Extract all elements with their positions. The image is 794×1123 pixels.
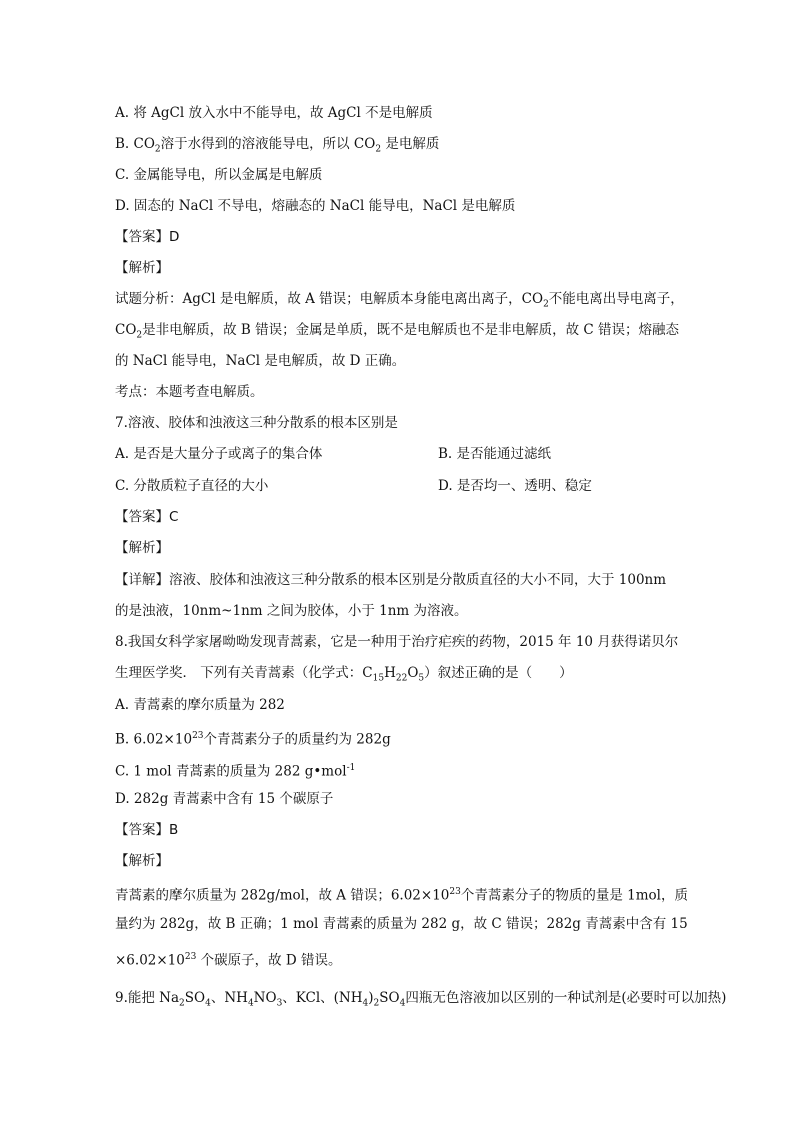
q9-c: 、NH: [210, 990, 248, 1006]
q7-detail-label: 【详解】: [115, 572, 169, 588]
q6-b-text-2: 溶于水得到的溶液能导电，所以 CO: [160, 136, 376, 152]
q8-an-l3-a: ×6.02×10: [115, 952, 185, 969]
q8-sub-1: 15: [372, 673, 385, 684]
q8-sub-2: 22: [395, 673, 408, 684]
q8-stem-l2-b: H: [384, 665, 396, 681]
q9-s5: 4: [362, 998, 369, 1009]
q6-b-text-1: B. CO: [115, 136, 155, 152]
q6-b-sub-1: 2: [154, 144, 161, 155]
q9-s6: 2: [373, 998, 380, 1009]
q6-analysis-line-2: [115, 320, 679, 346]
q8-stem-line-2: [115, 663, 573, 689]
q9-g: SO: [379, 990, 400, 1006]
q7-analysis-label: 【解析】: [115, 540, 169, 556]
q7-detail-line-1: [115, 570, 666, 590]
q6-option-b: [115, 134, 439, 160]
q7-stem: 7.溶液、胶体和浊液这三种分散系的根本区别是: [115, 415, 398, 431]
q8-analysis-label: 【解析】: [115, 853, 169, 869]
q9-b: SO: [184, 990, 206, 1006]
q8-b-sup: 23: [192, 731, 204, 741]
q8-an-l1-b: 个青蒿素分子的物质的量是 1mol，质: [460, 887, 688, 904]
q6-analysis-line-1: [115, 289, 684, 315]
q8-stem-line-1: 8.我国女科学家屠呦呦发现青蒿素，它是一种用于治疗疟疾的药物，2015 年 10 月获得诺贝尔: [115, 634, 679, 650]
q7-detail-l1-text: 溶液、胶体和浊液这三种分散系的根本区别是分散质直径的大小不同，大于 100nm: [169, 572, 667, 588]
q7-option-a: A. 是否是大量分子或离子的集合体: [115, 446, 323, 462]
q8-an-l3-sup: 23: [184, 952, 197, 962]
q8-option-b: [115, 726, 391, 750]
q9-d: NO: [253, 990, 277, 1006]
q8-c-a: C. 1 mol 青蒿素的质量为 282 g•mol: [115, 763, 347, 780]
q6-analysis-line-3: 的 NaCl 能导电，NaCl 是电解质，故 D 正确。: [115, 353, 406, 369]
q8-option-d: D. 282g 青蒿素中含有 15 个碳原子: [115, 791, 334, 807]
q8-b-a: B. 6.02×10: [115, 731, 193, 748]
q8-stem-l2-c: O: [407, 665, 419, 681]
q8-stem-l2-d: ）叙述正确的是（ ）: [424, 665, 573, 681]
q7-option-b: B. 是否能通过滤纸: [438, 446, 552, 462]
q6-an-l2-a: CO: [115, 322, 137, 338]
q8-b-b: 个青蒿素分子的质量约为 282g: [203, 731, 391, 748]
q6-b-sub-2: 2: [375, 144, 382, 155]
q6-option-d: D. 固态的 NaCl 不导电，熔融态的 NaCl 能导电，NaCl 是电解质: [115, 198, 516, 214]
q6-an-l1-sub: 2: [543, 299, 549, 310]
q8-option-a: A. 青蒿素的摩尔质量为 282: [115, 697, 285, 713]
q6-b-text-3: 是电解质: [381, 136, 440, 152]
q9-e: 、KCl、(NH: [282, 990, 363, 1006]
q6-answer: 【答案】D: [115, 229, 180, 245]
q9-s2: 4: [205, 998, 211, 1009]
q8-an-l1-sup: 23: [449, 887, 461, 897]
q6-an-l2-sub: 2: [136, 330, 143, 341]
q8-analysis-line-3: [115, 947, 342, 971]
q6-analysis-label: 【解析】: [115, 260, 169, 276]
q8-answer: 【答案】B: [115, 822, 179, 838]
q9-stem: [115, 988, 726, 1014]
q7-option-d: D. 是否均一、透明、稳定: [438, 478, 592, 494]
q6-test-point: 考点：本题考查电解质。: [115, 384, 264, 400]
q9-s4: 3: [276, 998, 283, 1009]
q8-sub-3: 5: [418, 673, 425, 684]
q6-an-l2-b: 是非电解质，故 B 错误；金属是单质，既不是电解质也不是非电解质，故 C 错误；熔融态: [142, 322, 680, 338]
q9-a: 9.能把 Na: [115, 990, 180, 1006]
q7-detail-line-2: 的是浊液，10nm~1nm 之间为胶体，小于 1nm 为溶液。: [115, 603, 468, 619]
q9-s7: 4: [399, 998, 406, 1009]
q6-option-c: C. 金属能导电，所以金属是电解质: [115, 167, 323, 183]
q6-an-l1-b: 不能电离出导电离子，: [548, 291, 684, 307]
q9-f: ): [368, 990, 374, 1006]
q8-option-c: [115, 758, 355, 782]
q8-stem-l2-a: 生理医学奖． 下列有关青蒿素（化学式：C: [115, 665, 373, 681]
q7-option-c: C. 分散质粒子直径的大小: [115, 478, 269, 494]
q6-option-a: A. 将 AgCl 放入水中不能导电，故 AgCl 不是电解质: [115, 105, 433, 121]
q9-h: 四瓶无色溶液加以区别的一种试剂是(必要时可以加热): [405, 990, 727, 1006]
q6-an-l1-a: 试题分析：AgCl 是电解质，故 A 错误；电解质本身能电离出离子，CO: [115, 291, 544, 307]
q9-s1: 2: [179, 998, 185, 1009]
q7-answer: 【答案】C: [115, 509, 179, 525]
q8-analysis-line-2: 量约为 282g，故 B 正确；1 mol 青蒿素的质量为 282 g，故 C 错误；282g 青蒿素中含有 15: [115, 916, 688, 932]
q9-s3: 4: [247, 998, 254, 1009]
q8-c-sup: -1: [346, 763, 356, 773]
q8-an-l1-a: 青蒿素的摩尔质量为 282g/mol，故 A 错误；6.02×10: [115, 887, 450, 904]
q8-analysis-line-1: [115, 882, 688, 906]
q8-an-l3-b: 个碳原子，故 D 错误。: [196, 952, 342, 969]
